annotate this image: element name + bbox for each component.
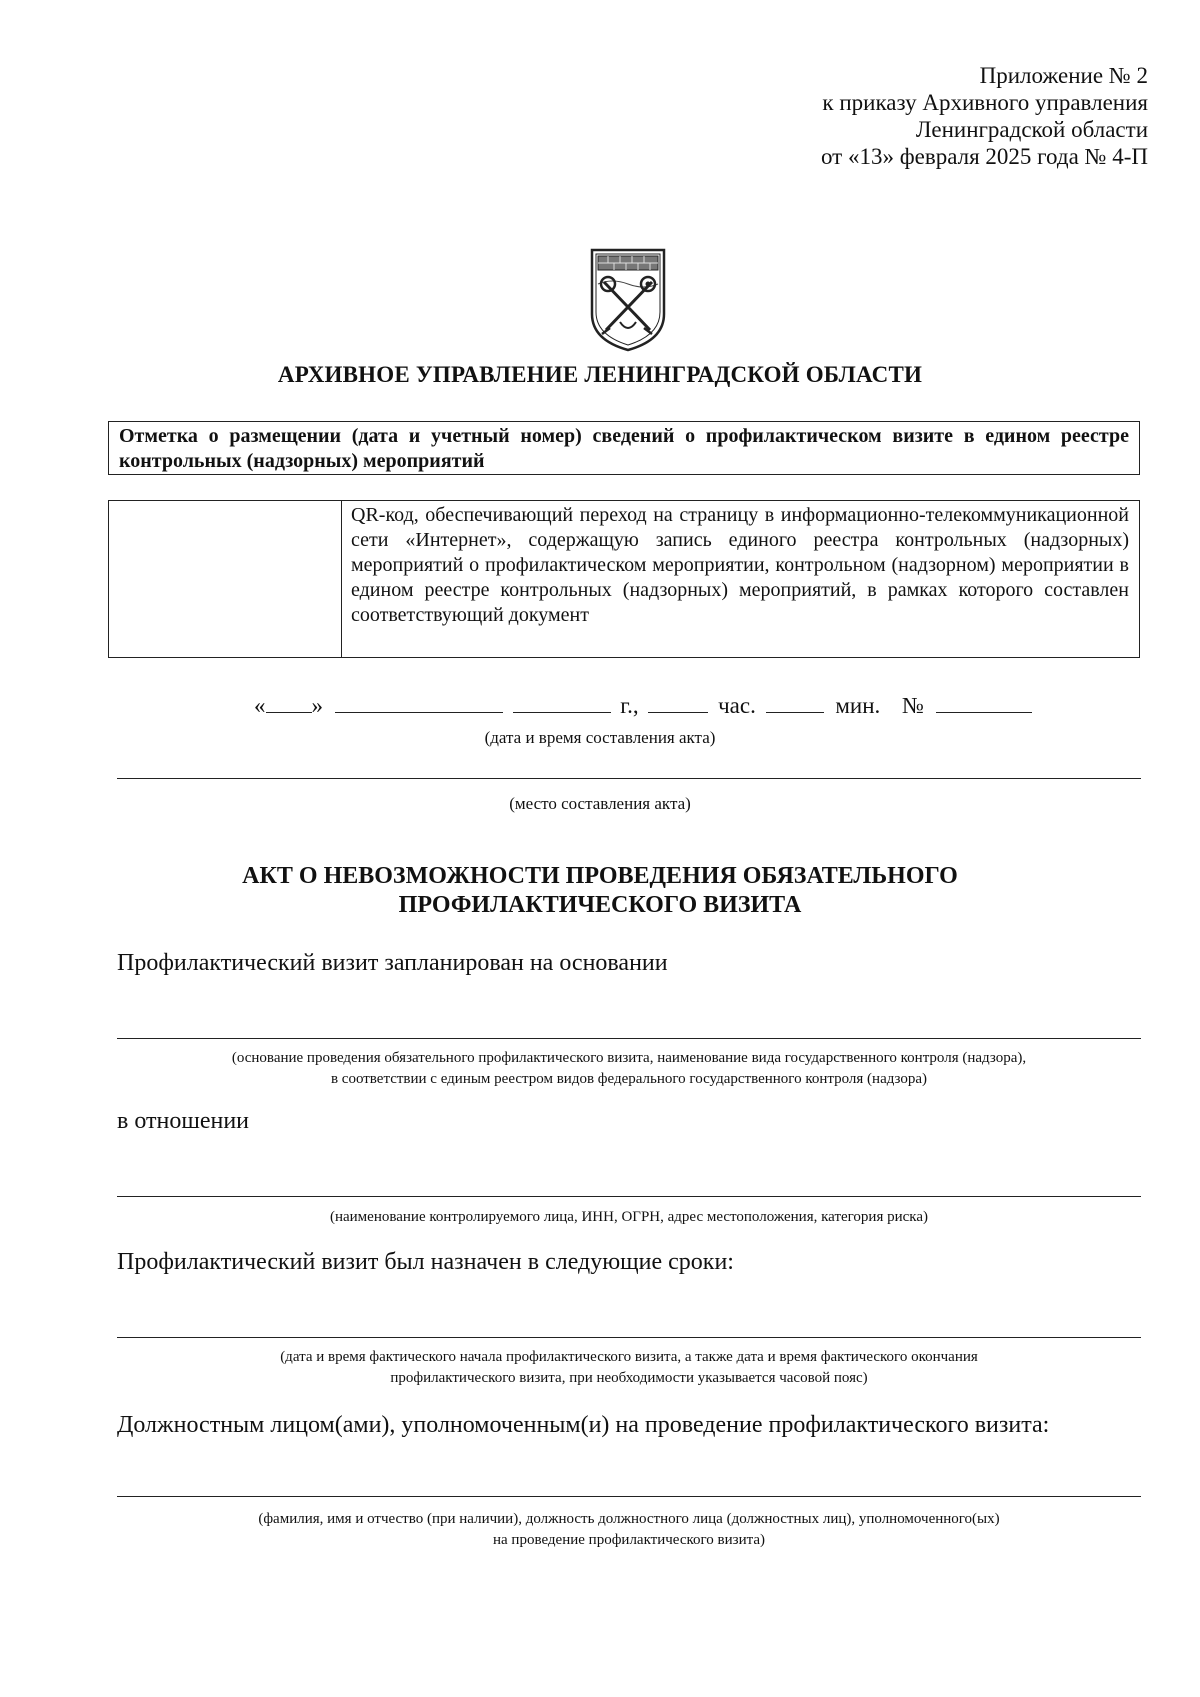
day-field[interactable]	[266, 690, 312, 713]
subject-field[interactable]	[117, 1196, 1141, 1197]
minute-label: мин.	[835, 693, 881, 718]
terms-field[interactable]	[117, 1337, 1141, 1338]
terms-label: Профилактический визит был назначен в следующие сроки:	[117, 1249, 734, 1275]
terms-caption	[117, 1347, 1141, 1389]
registry-mark-box	[108, 421, 1140, 475]
appendix-number: Приложение № 2	[979, 63, 1148, 88]
basis-caption-line-1: (основание проведения обязательного профилактического визита, наименование вида государственного контроля (надзора),	[231, 1050, 1027, 1066]
terms-caption-line-1: (дата и время фактического начала профилактического визита, а также дата и время фактического окончания	[280, 1349, 978, 1365]
appendix-region: Ленинградской области	[915, 117, 1148, 142]
minute-field[interactable]	[766, 690, 824, 713]
agency-title: АРХИВНОЕ УПРАВЛЕНИЕ ЛЕНИНГРАДСКОЙ ОБЛАСТИ	[277, 362, 923, 387]
officials-field[interactable]	[117, 1496, 1141, 1497]
qr-code-placeholder	[109, 501, 342, 657]
terms-caption-line-2: профилактического визита, при необходимости указывается часовой пояс)	[390, 1370, 868, 1386]
hour-field[interactable]	[648, 690, 708, 713]
place-field[interactable]	[117, 778, 1141, 779]
officials-label: Должностным лицом(ами), уполномоченным(и) на проведение профилактического визита:	[117, 1412, 1050, 1438]
appendix-order-ref: к приказу Архивного управления	[822, 90, 1148, 115]
coat-of-arms-icon	[586, 244, 670, 354]
month-field[interactable]	[335, 690, 503, 713]
number-label: №	[902, 693, 924, 718]
act-datetime-row	[254, 690, 1032, 721]
place-caption: (место составления акта)	[509, 794, 691, 813]
officials-caption-line-1: (фамилия, имя и отчество (при наличии), должность должностного лица (должностных лиц), уполномоченного(ых)	[258, 1511, 1000, 1527]
subject-caption: (наименование контролируемого лица, ИНН, ОГРН, адрес местоположения, категория риска)	[329, 1209, 929, 1225]
basis-caption	[117, 1048, 1141, 1090]
year-suffix: г.,	[620, 693, 639, 718]
act-title	[0, 862, 1200, 920]
act-title-line-1: АКТ О НЕВОЗМОЖНОСТИ ПРОВЕДЕНИЯ ОБЯЗАТЕЛЬНОГО	[242, 863, 958, 889]
qr-code-description: QR-код, обеспечивающий переход на страницу в информационно-телекоммуникационной сети «Интернет», содержащую запись единого реестра контрольных (надзорных) мероприятий о профилактическом мероприятии, контрольном (надзорном) мероприятии в едином реестре контрольных (надзорных) мероприятий, в рамках которого составлен соответствующий документ	[351, 504, 1129, 626]
basis-caption-line-2: в соответствии с единым реестром видов федерального государственного контроля (надзора)	[330, 1071, 928, 1087]
basis-label: Профилактический визит запланирован на основании	[117, 950, 668, 976]
officials-caption	[117, 1509, 1141, 1551]
appendix-header	[628, 62, 1148, 170]
datetime-caption: (дата и время составления акта)	[484, 728, 716, 747]
hour-label: час.	[718, 693, 756, 718]
close-quote: »	[311, 693, 323, 718]
appendix-date: от «13» февраля 2025 года № 4-П	[820, 144, 1148, 169]
qr-code-box	[108, 500, 1140, 658]
registry-mark-text: Отметка о размещении (дата и учетный номер) сведений о профилактическом визите в едином реестре контрольных (надзорных) мероприятий	[119, 425, 1129, 472]
officials-caption-line-2: на проведение профилактического визита)	[493, 1532, 765, 1548]
act-title-line-2: ПРОФИЛАКТИЧЕСКОГО ВИЗИТА	[398, 892, 802, 918]
subject-label: в отношении	[117, 1108, 250, 1134]
year-field[interactable]	[513, 690, 611, 713]
open-quote: «	[254, 693, 266, 718]
basis-field[interactable]	[117, 1038, 1141, 1039]
act-number-field[interactable]	[936, 690, 1032, 713]
